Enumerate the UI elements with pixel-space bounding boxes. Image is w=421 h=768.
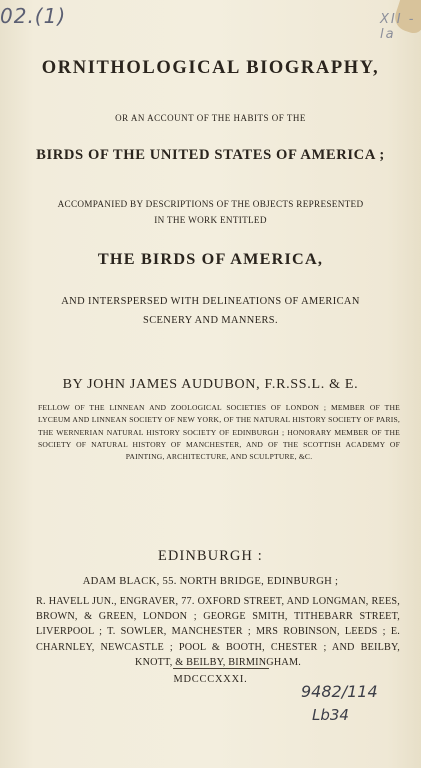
imprint-city: EDINBURGH : (158, 548, 263, 564)
interspersed-line-1: AND INTERSPERSED WITH DELINEATIONS OF AMERICAN (61, 296, 360, 307)
work-title: THE BIRDS OF AMERICA, (97, 250, 324, 268)
shelfmark-note-1: 9482/114 (301, 682, 378, 701)
author-credentials: FELLOW OF THE LINNEAN AND ZOOLOGICAL SOCIETIES OF LONDON ; MEMBER OF THE LYCEUM AND LINNEAN SOCIETY OF NEW YORK, OF THE NATURAL HISTORY SOCIETY OF PARIS, THE WERNERIAN NATURAL HISTORY SOCIETY OF EDINBURGH ; HONORARY MEMBER OF THE SOCIETY OF NATURAL HISTORY OF MANCHESTER, AND OF THE SCOTTISH ACADEMY OF PAINTING, ARCHITECTURE, AND SCULPTURE, &C. (38, 403, 400, 462)
subtitle-line-2: BIRDS OF THE UNITED STATES OF AMERICA ; (36, 147, 385, 163)
pencil-note-top-right: XII - la (380, 12, 416, 42)
book-title: ORNITHOLOGICAL BIOGRAPHY, (41, 58, 380, 78)
imprint-sellers: R. HAVELL JUN., ENGRAVER, 77. OXFORD STREET, AND LONGMAN, REES, BROWN, & GREEN, LONDON ; GEORGE SMITH, TITHEBARR STREET, LIVERPOOL ; T. SOWLER, MANCHESTER ; MRS ROBINSON, LEEDS ; E. CHARNLEY, NEWCASTLE ; POOL & BOOTH, CHESTER ; AND BEILBY, KNOTT, & BEILBY, BIRMINGHAM. (36, 596, 400, 668)
interspersed-line-2: SCENERY AND MANNERS. (143, 315, 278, 326)
imprint-date: MDCCCXXXI. (173, 674, 248, 685)
accompanied-line-1: ACCOMPANIED BY DESCRIPTIONS OF THE OBJECTS REPRESENTED (57, 199, 364, 209)
subtitle-line-1: OR AN ACCOUNT OF THE HABITS OF THE (115, 113, 306, 123)
imprint-publisher: ADAM BLACK, 55. NORTH BRIDGE, EDINBURGH ; (82, 576, 339, 587)
imprint-rule (173, 668, 269, 669)
pencil-note-top-left: 02.(1) (0, 4, 67, 28)
shelfmark-note-2: Lb34 (312, 706, 349, 724)
author-line: BY JOHN JAMES AUDUBON, F.R.SS.L. & E. (62, 377, 359, 392)
accompanied-line-2: IN THE WORK ENTITLED (154, 215, 267, 225)
